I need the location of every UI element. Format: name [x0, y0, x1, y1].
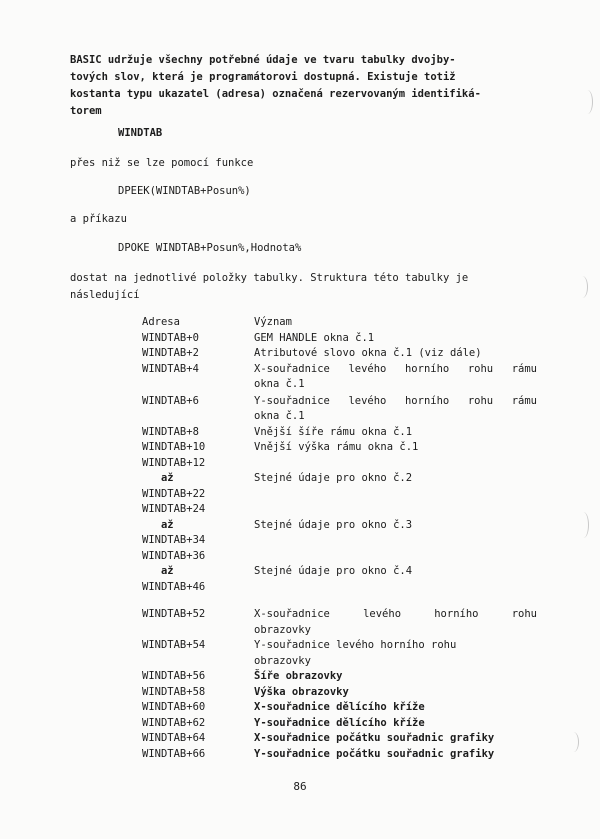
intro-line: torem: [70, 105, 102, 117]
address-cell: WINDTAB+4: [142, 362, 199, 375]
range-separator-cell: až: [142, 472, 174, 484]
table-row: [142, 487, 537, 503]
scan-edge-mark: [577, 276, 588, 298]
table-row: [142, 731, 537, 747]
meaning-cell: Atributové slovo okna č.1 (viz dále): [254, 347, 482, 359]
meaning-cell-continuation: obrazovky: [254, 623, 311, 636]
windtab-structure-table: [142, 315, 537, 762]
structure-line: dostat na jednotlivé položky tabulky. Struktura této tabulky je: [70, 272, 469, 284]
table-row: [142, 362, 537, 393]
table-row: [142, 607, 537, 638]
address-cell: WINDTAB+10: [142, 441, 206, 453]
range-separator-cell: až: [142, 565, 174, 577]
table-row: [142, 685, 537, 701]
meaning-cell: GEM HANDLE okna č.1: [254, 331, 375, 344]
table-row: [142, 549, 537, 565]
meaning-cell: Y-souřadnice počátku souřadnic grafiky: [254, 747, 495, 760]
intro-paragraph: [70, 52, 532, 120]
address-cell: WINDTAB+66: [142, 747, 206, 760]
address-cell: WINDTAB+62: [142, 716, 206, 729]
page-number: 86: [293, 780, 307, 793]
intro-line: kostanta typu ukazatel (adresa) označená rezervovaným identifiká-: [70, 88, 481, 100]
meaning-cell: X-souřadnice levého horního rohu: [254, 608, 537, 620]
table-row: [142, 638, 537, 669]
meaning-cell: Šíře obrazovky: [254, 670, 343, 682]
address-cell: WINDTAB+64: [142, 732, 206, 744]
meaning-cell: Stejné údaje pro okno č.3: [254, 518, 413, 531]
address-cell: WINDTAB+22: [142, 487, 206, 500]
table-row: [142, 425, 537, 441]
intro-line: tových slov, která je programátorovi dostupná. Existuje totiž: [70, 71, 456, 83]
table-row: [142, 564, 537, 580]
table-row: [142, 700, 537, 716]
table-row: [142, 331, 537, 347]
dpeek-code: DPEEK(WINDTAB+Posun%): [118, 185, 251, 197]
address-cell: WINDTAB+46: [142, 580, 206, 593]
table-header-row: [142, 315, 537, 331]
table-row: [142, 716, 537, 732]
meaning-cell: X-souřadnice levého horního rohu rámu: [254, 362, 537, 375]
address-cell: WINDTAB+36: [142, 549, 206, 562]
meaning-cell: Výška obrazovky: [254, 685, 349, 698]
address-cell: WINDTAB+24: [142, 503, 206, 515]
meaning-cell: Stejné údaje pro okno č.2: [254, 472, 413, 484]
meaning-cell: Stejné údaje pro okno č.4: [254, 565, 413, 577]
structure-paragraph: [70, 270, 532, 304]
meaning-column-header: Význam: [254, 316, 292, 328]
meaning-cell: Y-souřadnice dělícího kříže: [254, 716, 425, 729]
meaning-cell: Vnější výška rámu okna č.1: [254, 441, 419, 453]
table-row: [142, 747, 537, 763]
table-row: [142, 346, 537, 362]
meaning-cell: X-souřadnice počátku souřadnic grafiky: [254, 732, 495, 744]
meaning-cell: Y-souřadnice levého horního rohu: [254, 639, 457, 651]
scan-edge-mark: [578, 512, 589, 538]
address-cell: WINDTAB+0: [142, 331, 199, 344]
address-cell: WINDTAB+2: [142, 347, 199, 359]
table-row: [142, 394, 537, 425]
dpoke-code: DPOKE WINDTAB+Posun%,Hodnota%: [118, 242, 302, 254]
table-row: [142, 533, 537, 549]
intro-line: BASIC udržuje všechny potřebné údaje ve tvaru tabulky dvojby-: [70, 54, 456, 66]
address-cell: WINDTAB+8: [142, 425, 199, 438]
meaning-cell: Vnější šíře rámu okna č.1: [254, 425, 413, 438]
table-row: [142, 440, 537, 456]
address-cell: WINDTAB+56: [142, 670, 206, 682]
table-row: [142, 471, 537, 487]
address-cell: WINDTAB+54: [142, 639, 206, 651]
function-intro-text: přes niž se lze pomocí funkce: [70, 157, 254, 169]
address-cell: WINDTAB+60: [142, 701, 206, 713]
scan-edge-mark: [568, 732, 579, 752]
meaning-cell-continuation: obrazovky: [254, 654, 311, 667]
address-cell: WINDTAB+12: [142, 456, 206, 469]
table-row: [142, 669, 537, 685]
meaning-cell-continuation: okna č.1: [254, 410, 305, 422]
table-row: [142, 456, 537, 472]
meaning-cell: Y-souřadnice levého horního rohu rámu: [254, 394, 537, 407]
table-row: [142, 502, 537, 518]
address-cell: WINDTAB+6: [142, 394, 199, 407]
address-cell: WINDTAB+58: [142, 685, 206, 698]
meaning-cell: X-souřadnice dělícího kříže: [254, 701, 425, 713]
command-intro-text: a příkazu: [70, 213, 127, 225]
address-column-header: Adresa: [142, 316, 180, 328]
address-cell: WINDTAB+52: [142, 608, 206, 620]
table-row: [142, 580, 537, 596]
table-row: [142, 518, 537, 534]
identifier-heading: WINDTAB: [118, 127, 163, 139]
range-separator-cell: až: [142, 518, 174, 531]
address-cell: WINDTAB+34: [142, 534, 206, 546]
structure-line: následující: [70, 289, 140, 301]
meaning-cell-continuation: okna č.1: [254, 378, 305, 390]
scan-edge-mark: [582, 90, 593, 114]
